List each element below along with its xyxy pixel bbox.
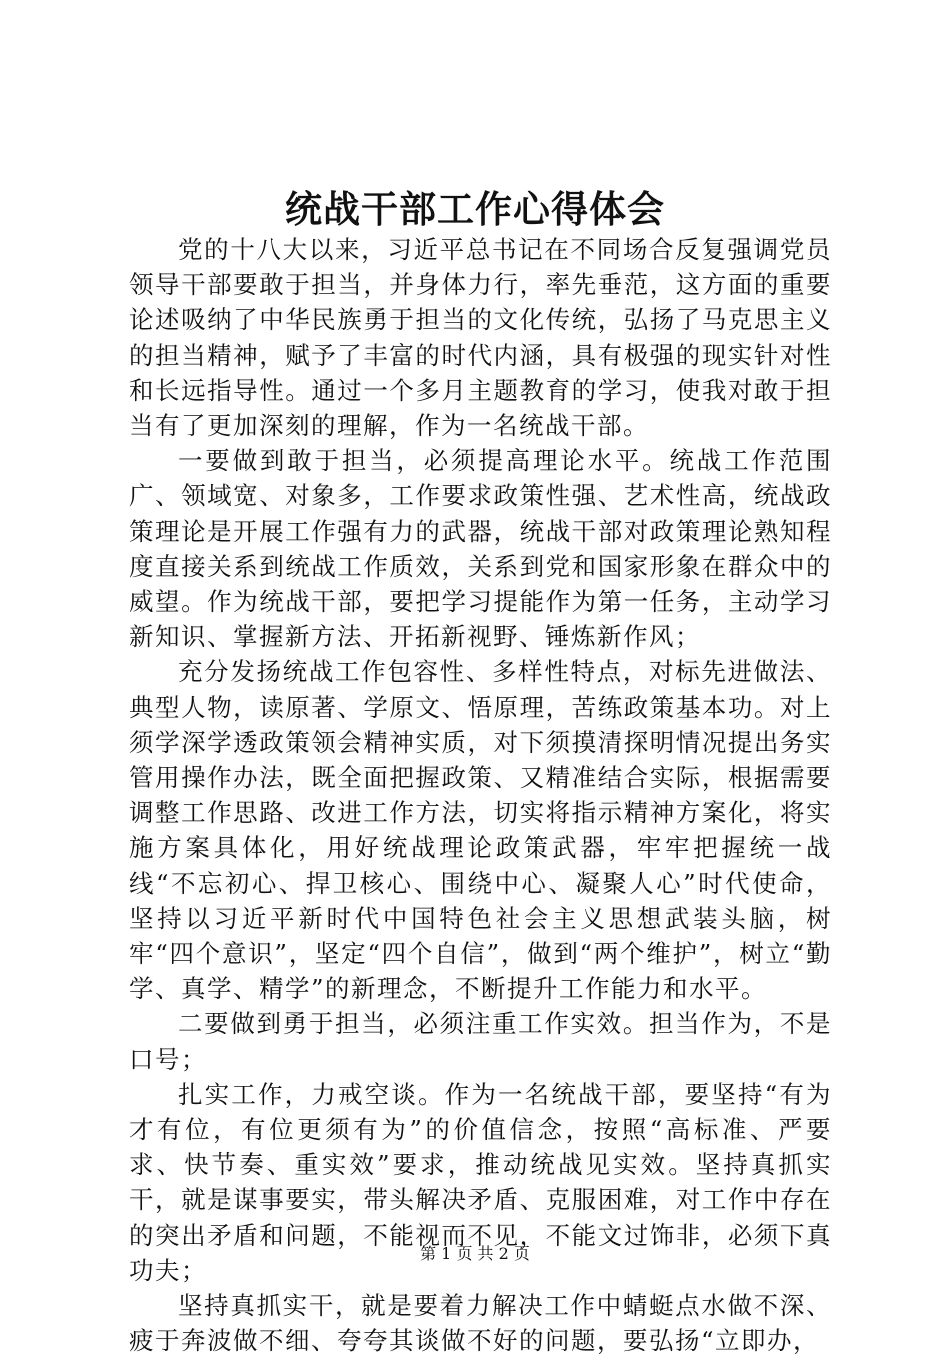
paragraph-4: 二要做到勇于担当，必须注重工作实效。担当作为，不是口号； [129, 1009, 832, 1074]
paragraph-5: 扎实工作，力戒空谈。作为一名统战干部，要坚持“有为才有位，有位更须有为”的价值信念，按照“高标准、严要求、快节奏、重实效”要求，推动统战见实效。坚持真抓实干，就是谋事要实，带头解决矛盾、克服困难，对工作中存在的突出矛盾和问题，不能视而不见，不能文过饰非，必须下真功夫； [129, 1079, 832, 1285]
document-title: 统战干部工作心得体会 [285, 187, 665, 231]
paragraph-6: 坚持真抓实干，就是要着力解决工作中蜻蜓点水做不深、疲于奔波做不细、夸夸其谈做不好的问题，要弘扬“立即办， [129, 1291, 832, 1356]
paragraph-3: 充分发扬统战工作包容性、多样性特点，对标先进做法、典型人物，读原著、学原文、悟原理，苦练政策基本功。对上须学深学透政策领会精神实质，对下须摸清探明情况提出务实管用操作办法，既全面把握政策、又精准结合实际，根据需要调整工作思路、改进工作方法，切实将指示精神方案化，将实施方案具体化，用好统战理论政策武器，牢牢把握统一战线“不忘初心、捍卫核心、围绕中心、凝聚人心”时代使命，坚持以习近平新时代中国特色社会主义思想武装头脑，树牢“四个意识”，坚定“四个自信”，做到“两个维护”，树立“勤学、真学、精学”的新理念，不断提升工作能力和水平。 [129, 657, 832, 1004]
document-body [129, 232, 832, 1359]
page-number-footer: 第 1 页 共 2 页 [420, 1244, 530, 1263]
paragraph-1: 党的十八大以来，习近平总书记在不同场合反复强调党员领导干部要敢于担当，并身体力行，率先垂范，这方面的重要论述吸纳了中华民族勇于担当的文化传统，弘扬了马克思主义的担当精神，赋予了丰富的时代内涵，具有极强的现实针对性和长远指导性。通过一个多月主题教育的学习，使我对敢于担当有了更加深刻的理解，作为一名统战干部。 [129, 235, 832, 441]
paragraph-2: 一要做到敢于担当，必须提高理论水平。统战工作范围广、领域宽、对象多，工作要求政策性强、艺术性高，统战政策理论是开展工作强有力的武器，统战干部对政策理论熟知程度直接关系到统战工作质效，关系到党和国家形象在群众中的威望。作为统战干部，要把学习提能作为第一任务，主动学习新知识、掌握新方法、开拓新视野、锤炼新作风； [129, 446, 832, 652]
